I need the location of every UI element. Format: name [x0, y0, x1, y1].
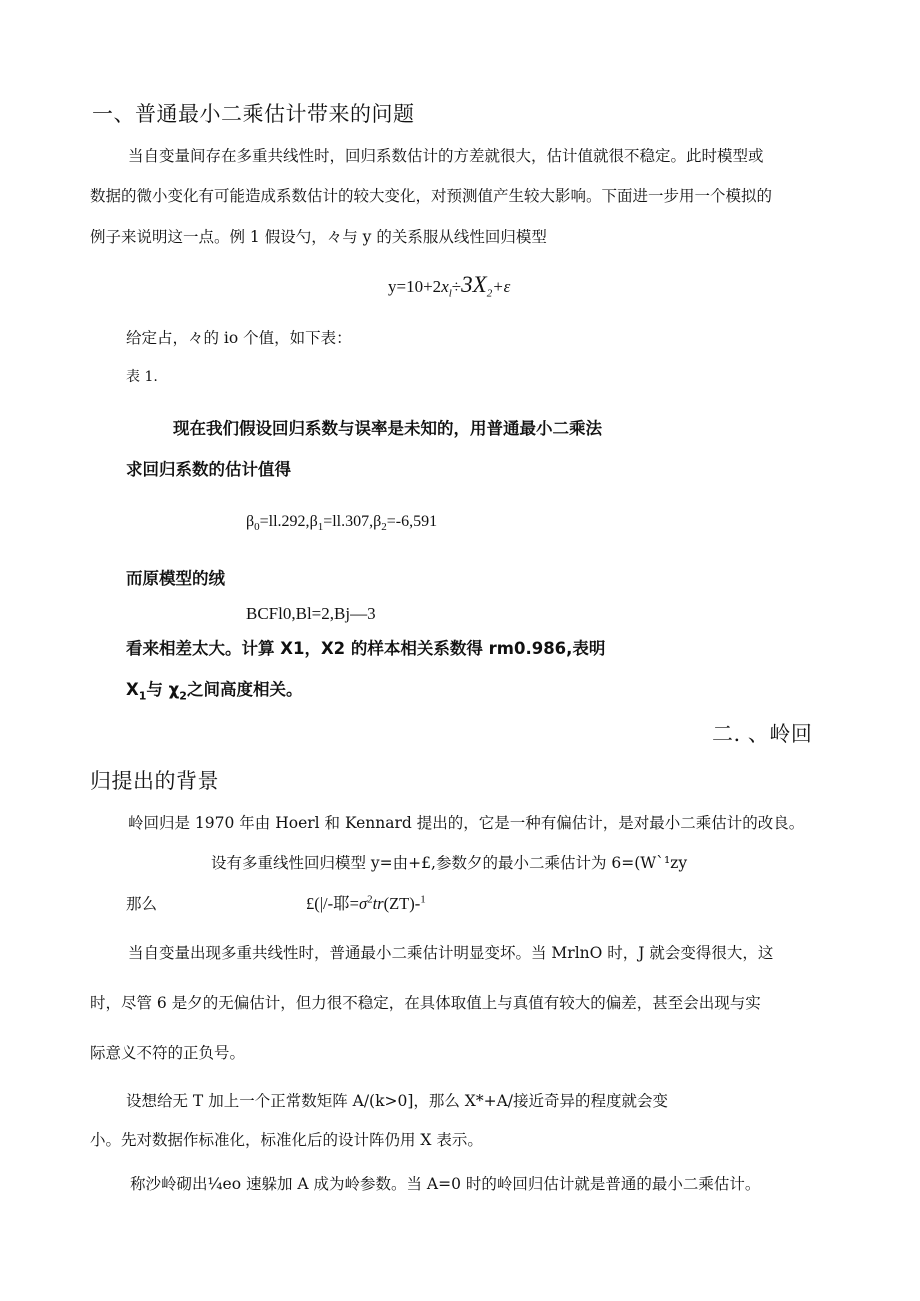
eq-x1: x [441, 277, 449, 296]
ridge-intro: 岭回归是 1970 年由 Hoerl 和 Kennard 提出的，它是一种有偏估计，是对最小二乘估计的改良。 [128, 814, 805, 832]
beta1-symbol: β [309, 513, 318, 530]
eq-x2-sub: 2 [486, 287, 493, 300]
conclusion-tail: 之间高度相关。 [186, 680, 303, 699]
bold-line-2: 求回归系数的估计值得 [126, 460, 291, 479]
section2-heading-part1: 二. 、岭回 [712, 722, 813, 746]
para3-line1: 设想给无 T 加上一个正常数矩阵 A/(k>0]，那么 X*+A/接近奇异的程度就会变 [126, 1092, 668, 1110]
eq-tail: +ε [492, 277, 511, 296]
para2-line3: 际意义不符的正负号。 [90, 1044, 246, 1062]
trace-op: tr [372, 894, 384, 913]
sigma-sup: 2 [367, 893, 373, 906]
sigma-symbol: σ [358, 894, 368, 913]
table-label: 表 1. [126, 369, 158, 385]
conclusion-line-1: 看来相差太大。计算 X1，X2 的样本相关系数得 rm0.986,表明 [126, 639, 606, 658]
para2-line1: 当自变量出现多重共线性时，普通最小二乘估计明显变坏。当 MrlnO 时，J 就会变得很大，这 [128, 944, 774, 962]
x1-symbol: X [126, 680, 139, 699]
conclusion-mid: 与 χ [146, 680, 180, 699]
para1-line1: 当自变量间存在多重共线性时，回归系数估计的方差就很大，估计值就很不稳定。此时模型或 [128, 147, 764, 165]
estimates-equation [246, 513, 438, 534]
para3-line2: 小。先对数据作标准化，标准化后的设计阵仍用 X 表示。 [90, 1131, 483, 1149]
beta0-value: =ll.292, [259, 513, 310, 530]
model-line: 设有多重线性回归模型 y=由+£,参数夕的最小二乘估计为 6=(W`¹zy [211, 854, 688, 872]
beta2-value: =-6,591 [386, 513, 438, 530]
para1-line3: 例子来说明这一点。例 1 假设勺，々与 y 的关系服从线性回归模型 [90, 228, 547, 246]
given-values-line: 给定占，々的 io 个值，如下表： [126, 329, 352, 347]
eq-op: ÷ [451, 277, 462, 296]
var-arg: (ZT)- [383, 894, 421, 913]
var-exp: 1 [420, 893, 426, 906]
var-lhs: £(|/-耶= [306, 894, 359, 913]
bold-line-1: 现在我们假设回归系数与误率是未知的，用普通最小二乘法 [173, 419, 602, 438]
true-parameters: BCFl0,Bl=2,Bj—3 [246, 604, 376, 623]
x1-sub: 1 [138, 689, 147, 703]
beta1-sub: 1 [317, 521, 324, 534]
beta0-symbol: β [246, 513, 255, 530]
regression-model-equation [388, 272, 511, 300]
bold-line-3: 而原模型的绒 [126, 569, 225, 588]
x2-sub: 2 [179, 689, 187, 703]
beta2-sub: 2 [381, 521, 387, 534]
para1-line2: 数据的微小变化有可能造成系数估计的较大变化，对预测值产生较大影响。下面进一步用一个模拟的 [90, 187, 773, 205]
eq-lhs: y=10+2 [388, 277, 442, 296]
section1-heading: 一、普通最小二乘估计带来的问题 [92, 102, 415, 126]
eq-x2: 3X [461, 272, 487, 297]
beta0-sub: 0 [254, 521, 260, 534]
para4: 称沙岭砌出¼eo 速躲加 A 成为岭参数。当 A=0 时的岭回归估计就是普通的最小二乘估计。 [130, 1175, 761, 1193]
conclusion-line-2 [126, 680, 303, 703]
eq-x1-sub: l [448, 287, 452, 300]
beta1-value: =ll.307, [323, 513, 374, 530]
para2-line2: 时，尽管 6 是夕的无偏估计，但力很不稳定，在具体取值上与真值有较大的偏差，甚至会出现与实 [90, 994, 761, 1012]
then-label: 那么 [126, 895, 158, 913]
beta2-symbol: β [373, 513, 382, 530]
variance-equation [306, 893, 426, 913]
section2-heading-part2: 归提出的背景 [90, 769, 219, 793]
